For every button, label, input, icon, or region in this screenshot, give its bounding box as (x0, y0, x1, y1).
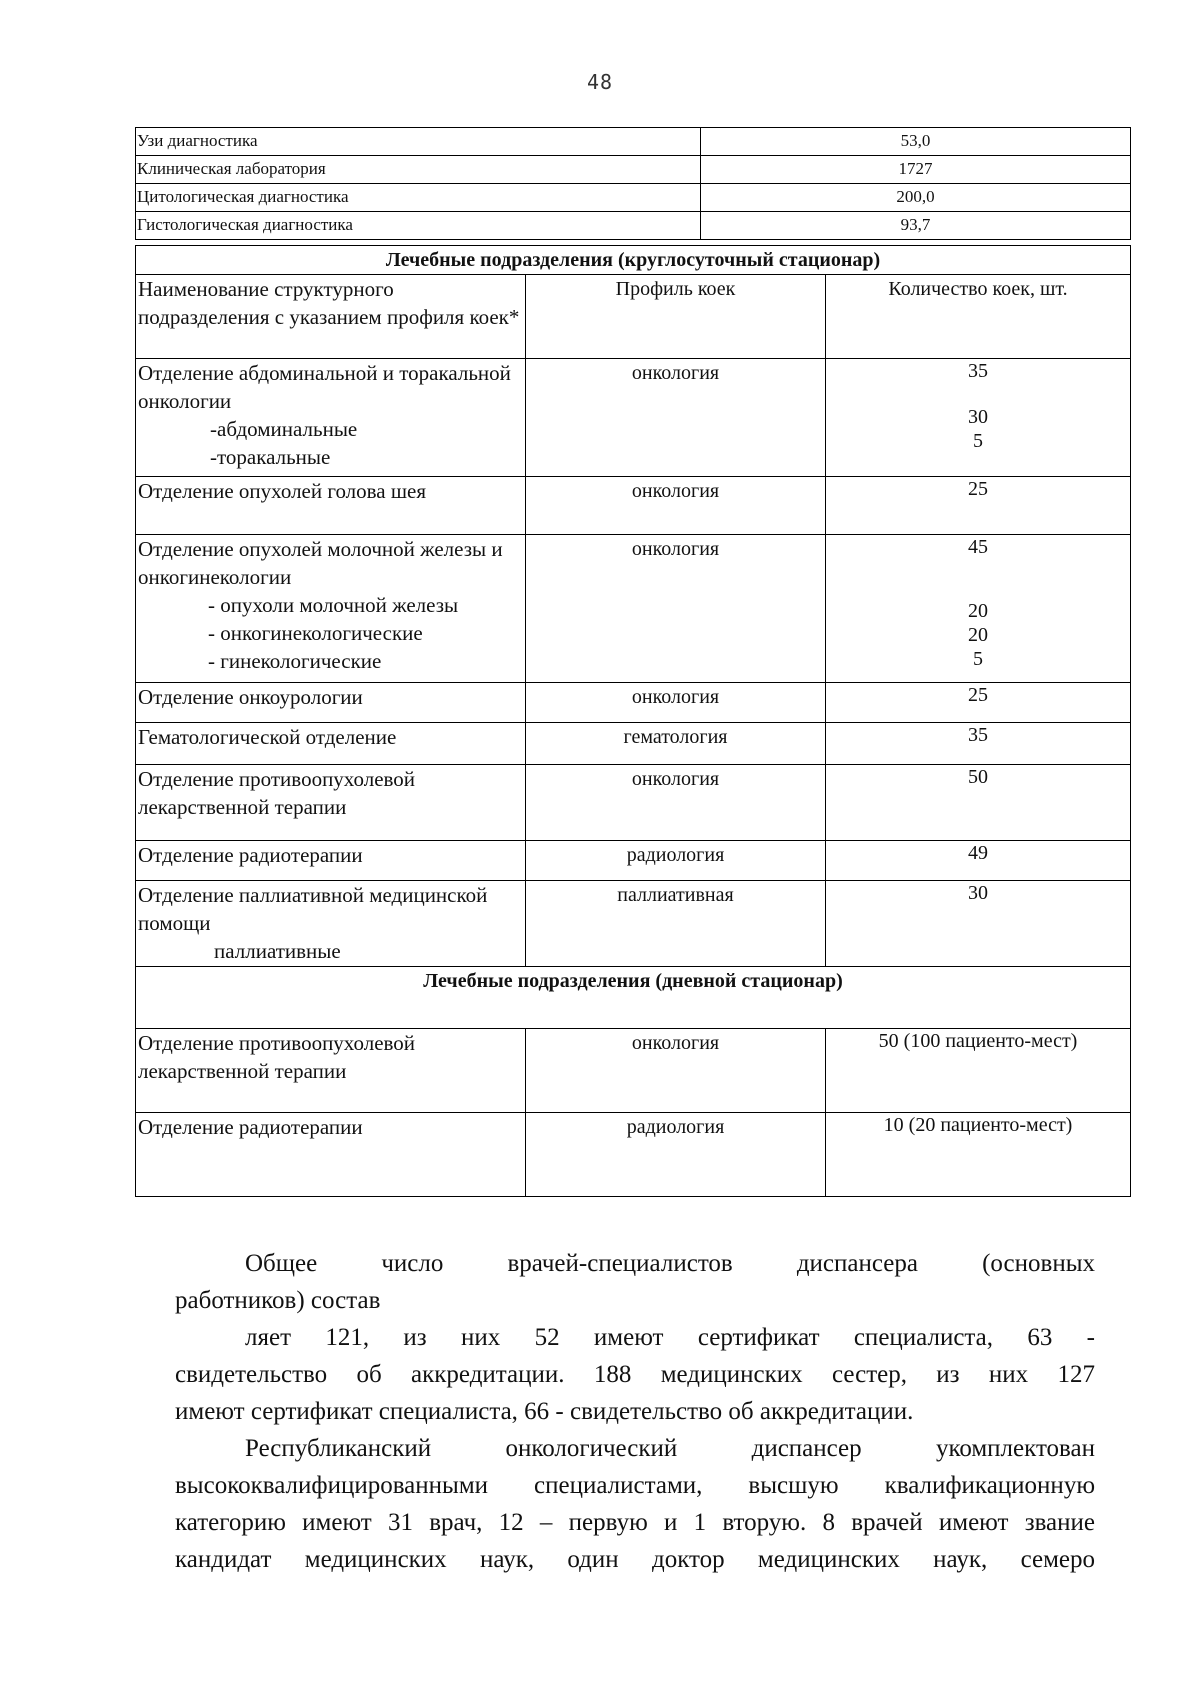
dept-profile: радиология (526, 1113, 826, 1197)
bed-count: 5 (973, 430, 983, 452)
dept-profile: онкология (526, 1029, 826, 1113)
section-row-round-clock (136, 246, 1131, 275)
bed-count: 25 (826, 477, 1131, 535)
table-row (136, 841, 1131, 881)
text-line: Республиканский онкологический диспансер укомплектован (245, 1435, 1095, 1462)
dept-name-cell (136, 881, 526, 967)
header-profile: Профиль коек (526, 275, 826, 359)
dept-name-cell (136, 359, 526, 477)
dept-name: Отделение противоопухолевой лекарственной терапии (136, 1029, 526, 1113)
bed-count: 10 (20 пациенто-мест) (826, 1113, 1131, 1197)
table-row (136, 156, 1131, 184)
bed-count: 35 (968, 360, 988, 382)
dept-name: Отделение радиотерапии (136, 841, 526, 881)
bed-count: 50 (826, 765, 1131, 841)
dept-name: Гематологической отделение (136, 723, 526, 765)
dept-name: Отделение абдоминальной и торакальной онкологии (138, 361, 511, 413)
diag-value: 1727 (701, 156, 1131, 184)
section-row-day (136, 967, 1131, 1029)
dept-profile: онкология (526, 683, 826, 723)
dept-name: Отделение противоопухолевой лекарственной терапии (136, 765, 526, 841)
table-row (136, 765, 1131, 841)
diag-value: 53,0 (701, 128, 1131, 156)
bed-count: 20 (968, 624, 988, 646)
page-number: 48 (586, 70, 614, 94)
section-title: Лечебные подразделения (дневной стационар) (136, 967, 1131, 1029)
dept-profile: гематология (526, 723, 826, 765)
table-row (136, 683, 1131, 723)
departments-table (135, 245, 1131, 1197)
bed-count: 50 (100 пациенто-мест) (826, 1029, 1131, 1113)
header-row (136, 275, 1131, 359)
table-row (136, 723, 1131, 765)
diag-name: Цитологическая диагностика (136, 184, 701, 212)
dept-sub: -абдоминальные (210, 417, 358, 441)
dept-sub: - гинекологические (208, 649, 382, 673)
table-row (136, 359, 1131, 477)
table-row (136, 128, 1131, 156)
dept-profile: онкология (526, 765, 826, 841)
text-line: категорию имеют 31 врач, 12 – первую и 1 вторую. 8 врачей имеют звание (175, 1509, 1095, 1536)
bed-count: 35 (826, 723, 1131, 765)
table-row (136, 1113, 1131, 1197)
table-row (136, 1029, 1131, 1113)
text-line: свидетельство об аккредитации. 188 медицинских сестер, из них 127 (175, 1361, 1095, 1388)
diagnostics-table (135, 127, 1131, 240)
table-row (136, 184, 1131, 212)
text-line: высококвалифицированными специалистами, высшую квалификационную (175, 1472, 1095, 1499)
dept-name: Отделение радиотерапии (136, 1113, 526, 1197)
text-line: ляет 121, из них 52 имеют сертификат специалиста, 63 - (245, 1324, 1095, 1351)
bed-count: 30 (826, 881, 1131, 967)
table-row (136, 535, 1131, 683)
body-text (175, 1245, 1095, 1578)
bed-count: 49 (826, 841, 1131, 881)
header-count: Количество коек, шт. (826, 275, 1131, 359)
diag-name: Гистологическая диагностика (136, 212, 701, 240)
diag-name: Клиническая лаборатория (136, 156, 701, 184)
bed-count: 45 (968, 536, 988, 558)
dept-profile: радиология (526, 841, 826, 881)
table-row (136, 477, 1131, 535)
diag-value: 93,7 (701, 212, 1131, 240)
table-row (136, 212, 1131, 240)
table-row (136, 881, 1131, 967)
dept-sub: паллиативные (214, 939, 341, 963)
dept-profile: онкология (526, 535, 826, 683)
dept-name: Отделение опухолей молочной железы и онкогинекологии (138, 537, 503, 589)
dept-beds-cell (826, 535, 1131, 683)
bed-count: 20 (968, 600, 988, 622)
bed-count: 5 (973, 648, 983, 670)
dept-sub: - онкогинекологические (208, 621, 423, 645)
dept-name: Отделение паллиативной медицинской помощи (138, 883, 488, 935)
text-line: Общее число врачей-специалистов диспансера (основных (245, 1250, 1095, 1277)
diag-value: 200,0 (701, 184, 1131, 212)
dept-profile: онкология (526, 477, 826, 535)
section-title: Лечебные подразделения (круглосуточный стационар) (136, 246, 1131, 275)
dept-profile: паллиативная (526, 881, 826, 967)
header-name: Наименование структурного подразделения с указанием профиля коек* (136, 275, 526, 359)
dept-name: Отделение онкоурологии (136, 683, 526, 723)
diag-name: Узи диагностика (136, 128, 701, 156)
dept-sub: -торакальные (210, 445, 331, 469)
bed-count: 25 (826, 683, 1131, 723)
text-line: работников) состав (175, 1287, 381, 1314)
text-line: кандидат медицинских наук, один доктор медицинских наук, семеро (175, 1546, 1095, 1573)
dept-beds-cell (826, 359, 1131, 477)
dept-profile: онкология (526, 359, 826, 477)
dept-name: Отделение опухолей голова шея (136, 477, 526, 535)
text-line: имеют сертификат специалиста, 66 - свидетельство об аккредитации. (175, 1398, 914, 1425)
dept-sub: - опухоли молочной железы (208, 593, 459, 617)
bed-count: 30 (968, 406, 988, 428)
dept-name-cell (136, 535, 526, 683)
